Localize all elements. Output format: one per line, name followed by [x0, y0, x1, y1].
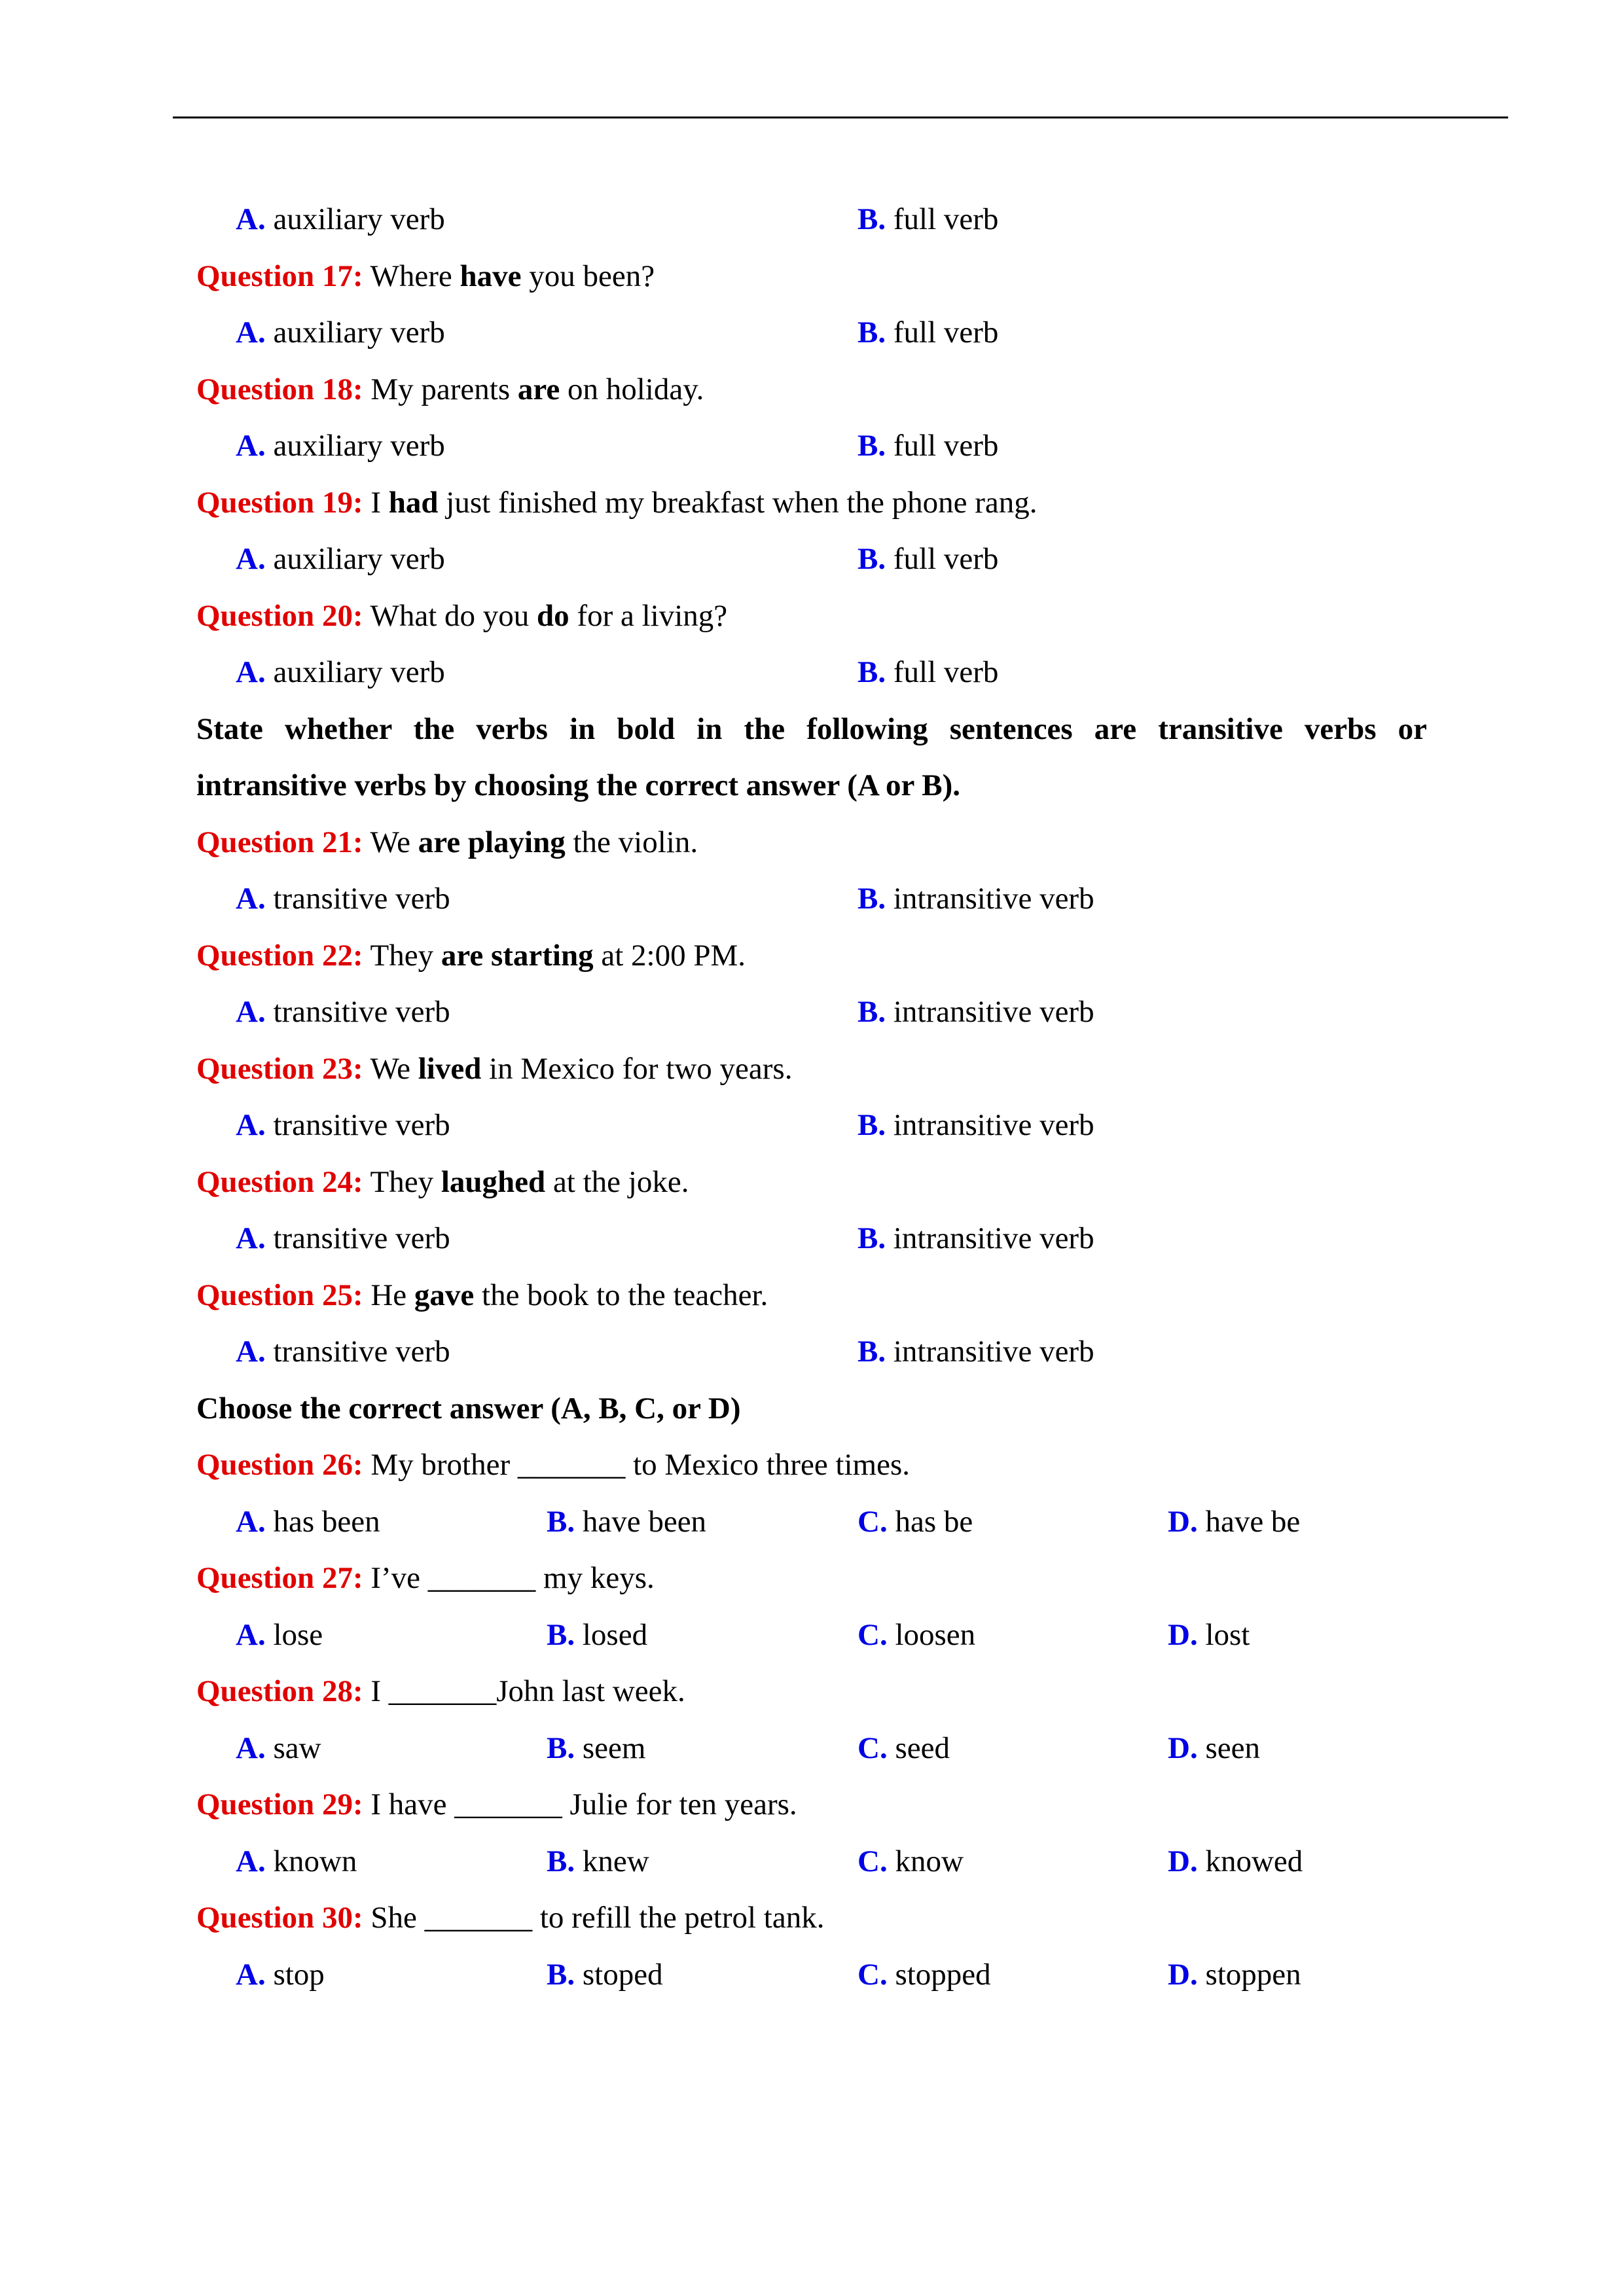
option-letter: B. — [857, 542, 886, 576]
answer-option-c[interactable] — [857, 1494, 973, 1551]
option-text: stoped — [575, 1957, 663, 1992]
target-verb: do — [537, 598, 569, 633]
option-text: losed — [575, 1617, 648, 1652]
option-letter: D. — [1168, 1844, 1198, 1878]
option-text: intransitive verb — [886, 1108, 1094, 1142]
target-verb: had — [388, 485, 439, 520]
answer-option-b[interactable] — [857, 984, 1094, 1041]
question-text: at the joke. — [545, 1164, 689, 1199]
answer-option-d[interactable] — [1168, 1833, 1303, 1890]
answer-option-a[interactable] — [236, 191, 445, 248]
option-text: full verb — [886, 542, 999, 576]
option-letter: B. — [547, 1957, 575, 1992]
question-label: Question 25: — [196, 1278, 363, 1312]
answer-option-b[interactable] — [857, 531, 998, 588]
option-letter: A. — [236, 1335, 266, 1369]
target-verb: are playing — [418, 825, 566, 859]
option-text: have been — [575, 1504, 707, 1539]
answer-option-a[interactable] — [236, 1323, 450, 1380]
option-letter: B. — [547, 1844, 575, 1878]
answer-option-b[interactable] — [547, 1833, 649, 1890]
question-line — [196, 475, 1427, 531]
option-letter: A. — [236, 1504, 266, 1539]
question-label: Question 26: — [196, 1448, 363, 1482]
option-letter: A. — [236, 1108, 266, 1142]
option-text: transitive verb — [265, 882, 450, 916]
option-letter: B. — [857, 995, 886, 1029]
option-letter: C. — [857, 1617, 888, 1652]
answer-option-b[interactable] — [547, 1946, 663, 2003]
option-text: stop — [265, 1957, 325, 1992]
answer-option-b[interactable] — [547, 1720, 645, 1777]
question-text: just finished my breakfast when the phone rang. — [438, 485, 1038, 520]
option-text: transitive verb — [265, 1335, 450, 1369]
answer-option-b[interactable] — [857, 644, 998, 701]
option-text: know — [887, 1844, 964, 1878]
answer-option-d[interactable] — [1168, 1494, 1300, 1551]
answer-option-a[interactable] — [236, 1494, 380, 1551]
option-letter: D. — [1168, 1504, 1198, 1539]
target-verb: have — [460, 259, 522, 293]
answer-option-b[interactable] — [857, 191, 998, 248]
option-text: has been — [265, 1504, 380, 1539]
answer-option-a[interactable] — [236, 870, 450, 927]
question-line — [196, 1776, 1427, 1833]
option-letter: A. — [236, 1221, 266, 1255]
question-line — [196, 588, 1427, 645]
question-text: for a living? — [569, 598, 728, 633]
option-text: auxiliary verb — [265, 429, 445, 463]
option-letter: D. — [1168, 1731, 1198, 1765]
option-letter: B. — [857, 429, 886, 463]
question-label: Question 20: — [196, 598, 363, 633]
answer-option-c[interactable] — [857, 1720, 950, 1777]
answer-options — [196, 644, 1427, 701]
option-letter: D. — [1168, 1617, 1198, 1652]
question-text: at 2:00 PM. — [593, 938, 746, 973]
option-letter: A. — [236, 1731, 266, 1765]
answer-option-b[interactable] — [857, 418, 998, 475]
question-line — [196, 361, 1427, 418]
option-text: full verb — [886, 655, 999, 689]
option-text: stoppen — [1197, 1957, 1301, 1992]
answer-options — [196, 1097, 1427, 1154]
answer-option-b[interactable] — [857, 1323, 1094, 1380]
target-verb: are starting — [441, 938, 594, 973]
answer-options — [196, 1607, 1427, 1664]
answer-options — [196, 1494, 1427, 1551]
option-letter: B. — [857, 882, 886, 916]
question-text: the violin. — [565, 825, 698, 859]
question-text: She _______ to refill the petrol tank. — [363, 1901, 825, 1935]
question-text: I’ve _______ my keys. — [363, 1561, 655, 1595]
answer-options — [196, 1323, 1427, 1380]
option-letter: B. — [547, 1731, 575, 1765]
option-text: lost — [1197, 1617, 1250, 1652]
question-text: They — [363, 938, 441, 973]
question-text: We — [363, 825, 418, 859]
answer-option-a[interactable] — [236, 531, 445, 588]
question-label: Question 22: — [196, 938, 363, 973]
question-line — [196, 1890, 1427, 1946]
question-label: Question 19: — [196, 485, 363, 520]
option-text: lose — [265, 1617, 323, 1652]
answer-options — [196, 1833, 1427, 1890]
target-verb: lived — [418, 1051, 482, 1086]
question-label: Question 27: — [196, 1561, 363, 1595]
question-label: Question 18: — [196, 372, 363, 406]
answer-option-b[interactable] — [857, 304, 998, 361]
question-text: I — [363, 485, 389, 520]
option-letter: A. — [236, 1957, 266, 1992]
option-letter: A. — [236, 315, 266, 350]
question-text: the book to the teacher. — [474, 1278, 768, 1312]
answer-option-b[interactable] — [547, 1607, 647, 1664]
question-label: Question 30: — [196, 1901, 363, 1935]
option-text: intransitive verb — [886, 995, 1094, 1029]
option-letter: A. — [236, 202, 266, 236]
question-text: you been? — [521, 259, 655, 293]
question-text: Where — [363, 259, 460, 293]
option-letter: C. — [857, 1731, 888, 1765]
question-text: My brother _______ to Mexico three times. — [363, 1448, 911, 1482]
answer-option-a[interactable] — [236, 644, 445, 701]
answer-options — [196, 531, 1427, 588]
question-line — [196, 814, 1427, 871]
option-letter: B. — [547, 1504, 575, 1539]
option-letter: B. — [547, 1617, 575, 1652]
question-text: My parents — [363, 372, 518, 406]
target-verb: laughed — [441, 1164, 546, 1199]
option-text: knew — [575, 1844, 649, 1878]
option-text: seed — [887, 1731, 950, 1765]
option-letter: C. — [857, 1504, 888, 1539]
answer-option-a[interactable] — [236, 1097, 450, 1154]
option-text: has be — [887, 1504, 973, 1539]
answer-options — [196, 418, 1427, 475]
option-letter: C. — [857, 1957, 888, 1992]
option-text: have be — [1197, 1504, 1301, 1539]
answer-option-b[interactable] — [857, 1210, 1094, 1267]
answer-option-d[interactable] — [1168, 1607, 1250, 1664]
answer-option-a[interactable] — [236, 1720, 321, 1777]
option-text: seen — [1197, 1731, 1260, 1765]
option-letter: B. — [857, 1335, 886, 1369]
option-letter: C. — [857, 1844, 888, 1878]
option-text: intransitive verb — [886, 882, 1094, 916]
target-verb: are — [517, 372, 560, 406]
question-text: He — [363, 1278, 414, 1312]
option-letter: A. — [236, 429, 266, 463]
answer-options — [196, 304, 1427, 361]
answer-options — [196, 191, 1427, 248]
answer-option-a[interactable] — [236, 1833, 357, 1890]
answer-option-c[interactable] — [857, 1607, 975, 1664]
question-line — [196, 927, 1427, 984]
question-line — [196, 1437, 1427, 1494]
question-text: I _______John last week. — [363, 1674, 685, 1708]
answer-options — [196, 984, 1427, 1041]
answer-options — [196, 1946, 1427, 2003]
option-text: transitive verb — [265, 1108, 450, 1142]
answer-options — [196, 1720, 1427, 1777]
option-letter: A. — [236, 1617, 266, 1652]
answer-option-b[interactable] — [857, 870, 1094, 927]
header-rule — [173, 117, 1508, 118]
option-letter: D. — [1168, 1957, 1198, 1992]
question-label: Question 28: — [196, 1674, 363, 1708]
answer-option-b[interactable] — [857, 1097, 1094, 1154]
question-line — [196, 1267, 1427, 1324]
answer-option-a[interactable] — [236, 1607, 323, 1664]
answer-option-a[interactable] — [236, 304, 445, 361]
option-text: auxiliary verb — [265, 655, 445, 689]
answer-option-b[interactable] — [547, 1494, 706, 1551]
answer-option-c[interactable] — [857, 1946, 991, 2003]
question-label: Question 24: — [196, 1164, 363, 1199]
question-label: Question 23: — [196, 1051, 363, 1086]
section-instruction — [196, 701, 1427, 758]
option-text: auxiliary verb — [265, 315, 445, 350]
option-letter: A. — [236, 542, 266, 576]
option-letter: B. — [857, 315, 886, 350]
option-letter: B. — [857, 1108, 886, 1142]
option-letter: A. — [236, 882, 266, 916]
option-text: transitive verb — [265, 1221, 450, 1255]
question-label: Question 21: — [196, 825, 363, 859]
answer-option-a[interactable] — [236, 1210, 450, 1267]
option-text: full verb — [886, 429, 999, 463]
worksheet-content — [196, 191, 1427, 2003]
option-letter: A. — [236, 1844, 266, 1878]
target-verb: gave — [414, 1278, 475, 1312]
option-text: loosen — [887, 1617, 976, 1652]
option-letter: A. — [236, 655, 266, 689]
question-text: on holiday. — [560, 372, 704, 406]
instruction-text: Choose the correct answer (A, B, C, or D) — [196, 1391, 741, 1426]
option-text: full verb — [886, 202, 999, 236]
question-text: What do you — [363, 598, 537, 633]
option-text: seem — [575, 1731, 646, 1765]
option-text: full verb — [886, 315, 999, 350]
answer-option-a[interactable] — [236, 1946, 325, 2003]
option-letter: B. — [857, 1221, 886, 1255]
section-instruction — [196, 757, 1427, 814]
question-label: Question 17: — [196, 259, 363, 293]
answer-option-d[interactable] — [1168, 1720, 1260, 1777]
answer-option-a[interactable] — [236, 418, 445, 475]
option-letter: B. — [857, 655, 886, 689]
question-text: I have _______ Julie for ten years. — [363, 1787, 797, 1821]
question-line — [196, 1550, 1427, 1607]
answer-options — [196, 870, 1427, 927]
option-text: intransitive verb — [886, 1221, 1094, 1255]
question-line — [196, 1041, 1427, 1098]
section-instruction — [196, 1380, 1427, 1437]
instruction-text: intransitive verbs by choosing the correct answer (A or B). — [196, 768, 961, 802]
option-text: intransitive verb — [886, 1335, 1094, 1369]
question-text: They — [363, 1164, 441, 1199]
question-text: We — [363, 1051, 418, 1086]
option-letter: A. — [236, 995, 266, 1029]
answer-option-a[interactable] — [236, 984, 450, 1041]
option-text: stopped — [887, 1957, 991, 1992]
question-line — [196, 1154, 1427, 1211]
answer-option-d[interactable] — [1168, 1946, 1301, 2003]
option-text: known — [265, 1844, 357, 1878]
option-text: auxiliary verb — [265, 202, 445, 236]
option-text: auxiliary verb — [265, 542, 445, 576]
option-text: saw — [265, 1731, 321, 1765]
question-label: Question 29: — [196, 1787, 363, 1821]
question-text: in Mexico for two years. — [481, 1051, 793, 1086]
option-letter: B. — [857, 202, 886, 236]
option-text: transitive verb — [265, 995, 450, 1029]
question-line — [196, 248, 1427, 305]
answer-option-c[interactable] — [857, 1833, 964, 1890]
instruction-text: State whether the verbs in bold in the following sentences are transitive verbs or — [196, 711, 1427, 746]
option-text: knowed — [1197, 1844, 1303, 1878]
question-line — [196, 1663, 1427, 1720]
answer-options — [196, 1210, 1427, 1267]
